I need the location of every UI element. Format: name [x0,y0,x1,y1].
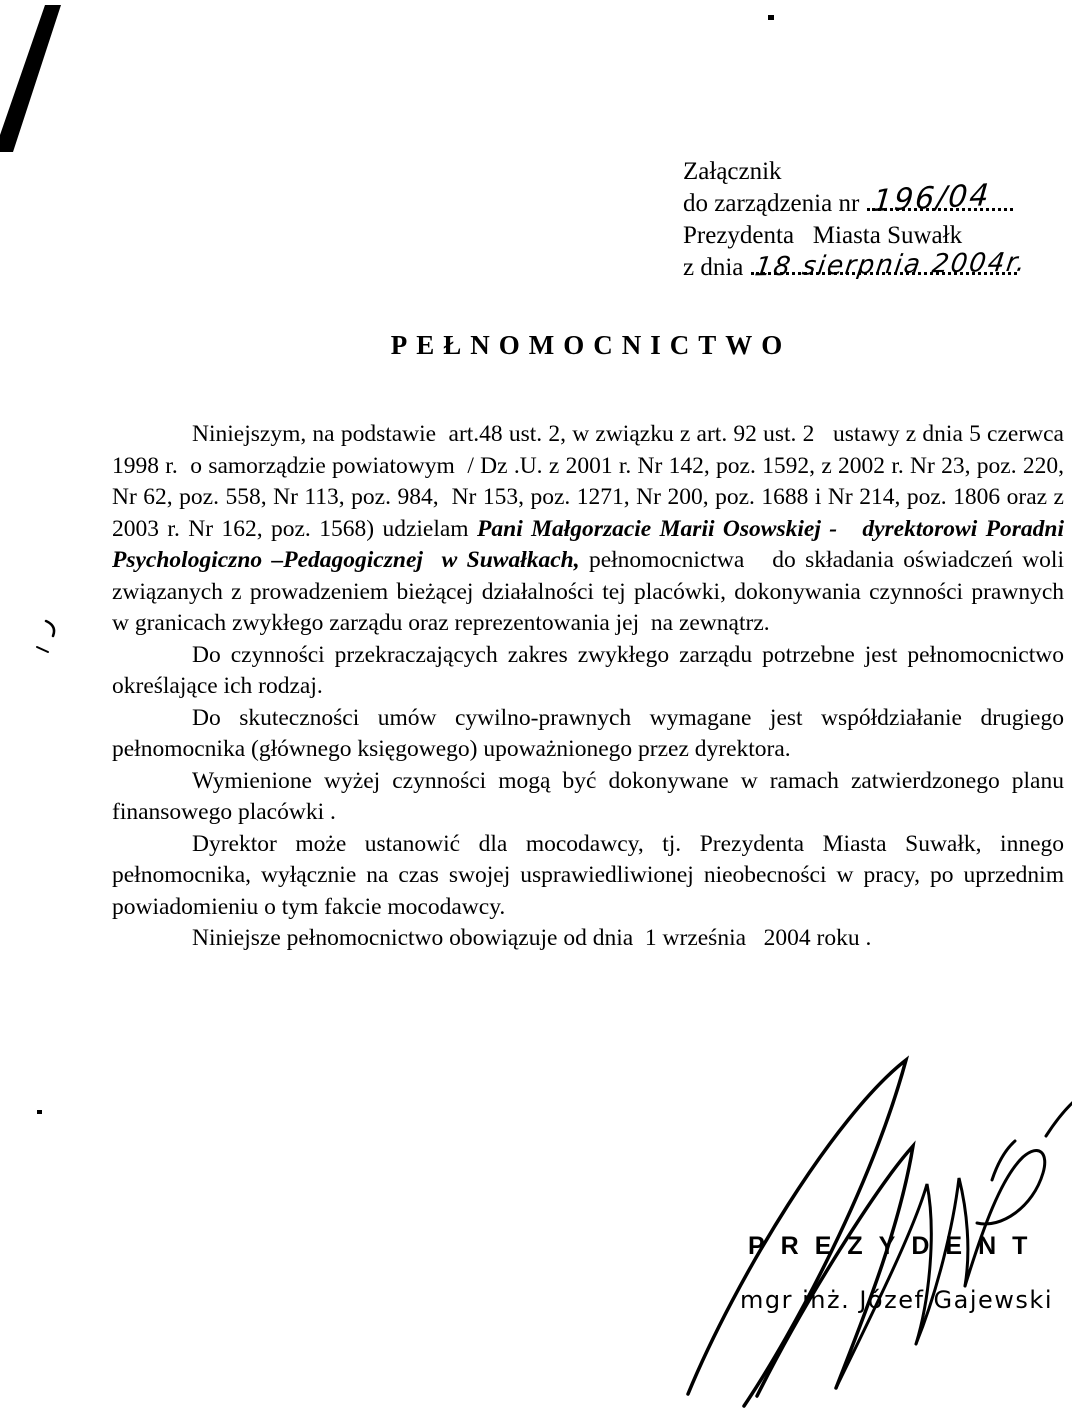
date-handwritten: 18 sierpnia 2004r. [753,247,1030,283]
margin-dash-artifact [37,647,48,652]
annex-date-line [683,247,1030,284]
paragraph-1-after: pełnomocnictwa do składania oświadczeń woli związanych z prowadzeniem bieżącej działalności tej placówki, dokonywania czynności prawnych w granicach zwykłego zarządu oraz reprezentowania jej na zewnątrz. [112,547,1064,636]
scan-streak-artifact [0,5,61,152]
document-body [112,419,1064,955]
paragraph-legal-basis [112,419,1064,640]
scan-dot-artifact-left [37,1110,42,1114]
paragraph-substitute-proxy: Dyrektor może ustanowić dla mocodawcy, tj. Prezydenta Miasta Suwałk, innego pełnomocnika, wyłącznie na czas swojej usprawiedliwionej nieobecności w pracy, po uprzednim powiadomieniu o tym fakcie mocodawcy. [112,830,1064,920]
paragraph-exceeding-scope: Do czynności przekraczających zakres zwykłego zarządu potrzebne jest pełnomocnictwo określające ich rodzaj. [112,641,1064,699]
annex-attachment-label: Załącznik [683,158,782,185]
paragraph-1-before: Niniejszym, na podstawie art.48 ust. 2, w związku z art. 92 ust. 2 ustawy z dnia 5 czerwca 1998 r. o samorządzie powiatowym / Dz .U. z 2001 r. Nr 142, poz. 1592, z 2002 r. Nr 23, poz. 220, Nr 62, poz. 558, Nr 113, poz. 984, Nr 153, poz. 1271, Nr 200, poz. 1688 i Nr 214, poz. 1806 oraz z 2003 r. Nr 162, poz. 1568) udzielam [112,421,1064,542]
scan-dot-artifact-top [768,15,774,20]
annex-order-label: do zarządzenia nr [683,190,860,217]
annex-issuer-line: Prezydenta Miasta Suwałk [683,222,963,249]
signature-name-stamp: mgr inż. Józef Gajewski [740,1286,1053,1314]
date-dotted-line [751,247,1030,283]
order-number-dotted-line [867,177,1013,220]
annex-header [683,156,1030,284]
order-number-handwritten: 196/04 [871,177,993,220]
paragraph-financial-plan: Wymienione wyżej czynności mogą być dokonywane w ramach zatwierdzonego planu finansowego placówki . [112,767,1064,825]
grantee-name-emphasis: Pani Małgorzacie Marii Osowskiej - dyrektorowi Poradni Psychologiczno –Pedagogicznej w Suwałkach, [112,515,1064,573]
signature-role-stamp: PREZYDENT [748,1232,1044,1260]
document-title: PEŁNOMOCNICTWO [390,330,792,360]
annex-order-line [683,177,1017,220]
margin-squiggle-artifact [46,621,54,636]
paragraph-civil-contracts: Do skuteczności umów cywilno-prawnych wymagane jest współdziałanie drugiego pełnomocnika (głównego księgowego) upoważnionego przez dyrektora. [112,704,1064,762]
annex-date-label: z dnia [683,254,744,281]
paragraph-effective-date: Niniejsze pełnomocnictwo obowiązuje od dnia 1 września 2004 roku . [192,925,872,951]
